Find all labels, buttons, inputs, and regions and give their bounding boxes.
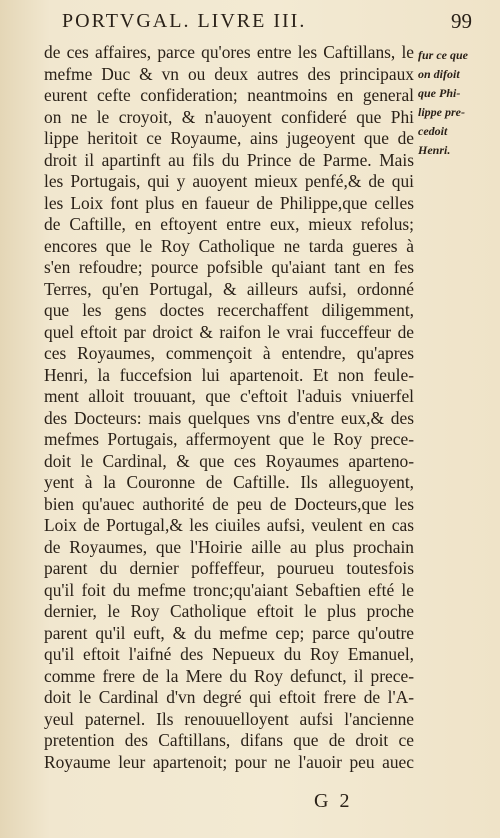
text-line: ment alloit trouuant, que c'eftoit l'aduis vniuerfel xyxy=(44,386,414,406)
text-line: droit il apartinft au fils du Prince de Parme. Mais xyxy=(44,149,414,170)
text-line: que les gens doctes recerchaffent diligemment, xyxy=(44,300,414,320)
margin-note-line: Henri. xyxy=(418,143,451,157)
text-line: Loix de Portugal,& les ciuiles aufsi, veulent en cas xyxy=(44,515,414,535)
text-line: lippe heritoit ce Royaume, ains jugeoyent que de xyxy=(44,128,414,148)
text-line: de Royaumes, que l'Hoirie aille au plus prochain xyxy=(44,536,414,557)
text-line: bien qu'auec authorité de peu de Docteurs,que les xyxy=(44,493,414,514)
text-line: Henri, la fuccefsion lui apartenoit. Et non feule- xyxy=(44,364,414,385)
text-line: parent qu'il euft, & du mefme cep; parce qu'outre xyxy=(44,622,414,643)
text-line: les Portugais, qui y auoyent mieux penfé,& de qui xyxy=(44,171,414,191)
text-line: mefmes Portugais, affermoyent que le Roy prece- xyxy=(44,429,414,449)
text-line: on ne le croyoit, & n'auoyent confideré que Phi xyxy=(44,106,414,127)
margin-note-line: lippe pre- xyxy=(418,105,465,119)
margin-note-line: on difoit xyxy=(418,67,460,81)
text-line: encores que le Roy Catholique ne tarda gueres à xyxy=(44,235,414,256)
signature-mark: G 2 xyxy=(314,790,353,812)
page-header xyxy=(56,6,472,36)
margin-note-line: cedoit xyxy=(418,124,448,138)
body-text xyxy=(44,42,414,773)
text-line: dernier, le Roy Catholique eftoit le plus proche xyxy=(44,601,414,621)
text-line: comme frere de la Mere du Roy defunct, il prece- xyxy=(44,665,414,686)
text-line: les Loix font plus en faueur de Philippe,que celles xyxy=(44,192,414,213)
text-line: doit le Cardinal d'vn degré qui eftoit frere de l'A- xyxy=(44,687,414,707)
text-line: s'en refoudre; pource pofsible qu'aiant tant en fes xyxy=(44,257,414,277)
text-line: pretention des Caftillans, difans que de droit ce xyxy=(44,730,414,750)
margin-note xyxy=(418,46,496,160)
running-head: PORTVGAL. LIVRE III. xyxy=(62,10,307,32)
text-line: yent à la Couronne de Caftille. Ils alleguoyent, xyxy=(44,472,414,492)
text-line: Royaume leur apartenoit; pour ne l'auoir peu auec xyxy=(44,751,414,772)
margin-note-line: que Phi- xyxy=(418,86,461,100)
text-line: de Caftille, en eftoyent entre eux, mieux refolus; xyxy=(44,214,414,234)
text-line: qu'il eftoit l'aifné des Nepueux du Roy Emanuel, xyxy=(44,644,414,664)
text-line: parent du dernier poffeffeur, pourueu toutesfois xyxy=(44,558,414,578)
margin-note-line: fur ce que xyxy=(418,48,468,62)
page-number: 99 xyxy=(451,9,472,33)
text-line: mefme Duc & vn ou deux autres des principaux xyxy=(44,63,414,84)
text-line: doit le Cardinal, & que ces Royaumes aparteno- xyxy=(44,450,414,471)
text-line: qu'il foit du mefme tronc;qu'aiant Sebaftien efté le xyxy=(44,579,414,600)
text-line: de ces affaires, parce qu'ores entre les Caftillans, le xyxy=(44,42,414,62)
text-line: des Docteurs: mais quelques vns d'entre eux,& des xyxy=(44,407,414,428)
text-line: yeul paternel. Ils renouuelloyent aufsi l'ancienne xyxy=(44,708,414,729)
text-line: eurent cefte confideration; neantmoins en general xyxy=(44,85,414,105)
text-line: Terres, qu'en Portugal, & ailleurs aufsi, ordonné xyxy=(44,278,414,299)
text-line: ces Royaumes, commençoit à entendre, qu'apres xyxy=(44,343,414,363)
text-line: quel eftoit par droict & raifon le vrai fucceffeur de xyxy=(44,321,414,342)
